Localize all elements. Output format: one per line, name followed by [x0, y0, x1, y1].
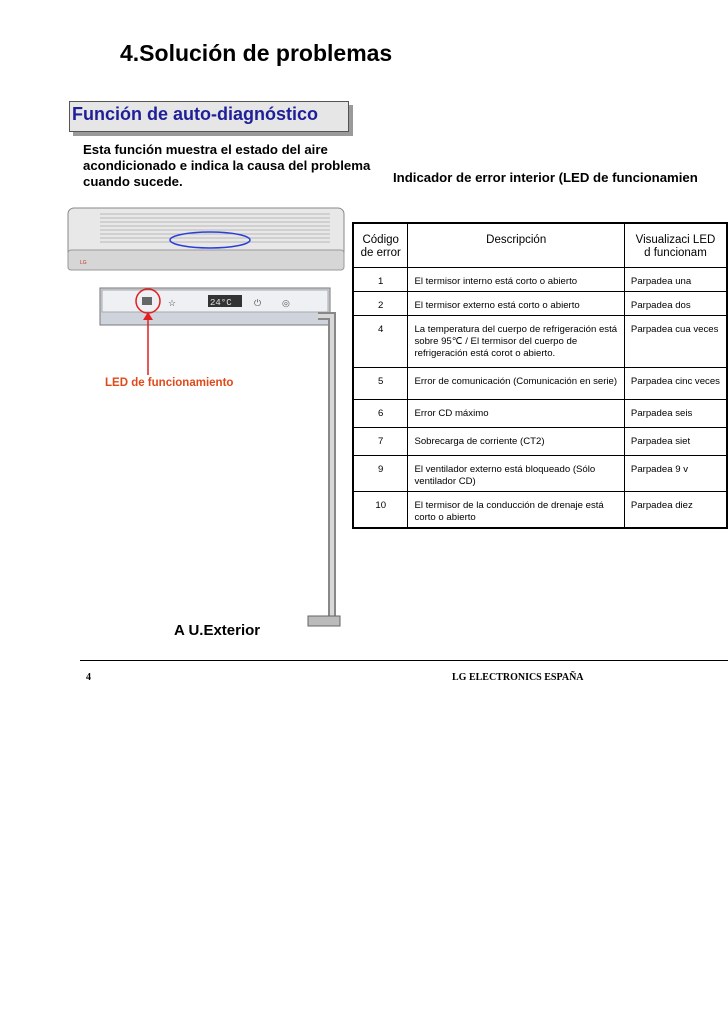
header-display: Visualizaci LED d funcionam [624, 223, 727, 267]
row-code: 2 [353, 291, 408, 315]
row-code: 5 [353, 367, 408, 399]
header-code: Código de error [353, 223, 408, 267]
table-header-row [353, 223, 727, 267]
row-description: El termisor de la conducción de drenaje está corto o abierto [408, 491, 624, 528]
row-description: El termisor externo está corto o abierto [408, 291, 624, 315]
pipe-outer [318, 316, 340, 620]
table-row [353, 455, 727, 491]
table-row [353, 315, 727, 367]
table-row [353, 399, 727, 427]
row-code: 4 [353, 315, 408, 367]
display-readout: 24°C [210, 298, 232, 308]
exterior-label: A U.Exterior [174, 622, 261, 639]
footer-divider [80, 660, 728, 661]
table-row [353, 291, 727, 315]
mode-icon: ◎ [282, 298, 290, 308]
row-description: El termisor interno está corto o abierto [408, 267, 624, 291]
table-heading: Indicador de error interior (LED de funcionamien [393, 170, 698, 185]
lg-logo: LG [80, 260, 87, 266]
power-icon: ⏻ [254, 298, 262, 308]
row-code: 9 [353, 455, 408, 491]
row-description: La temperatura del cuerpo de refrigeración está sobre 95℃ / El termisor del cuerpo de refrigeración está corot o abierto. [408, 315, 624, 367]
row-display: Parpadea una [624, 267, 727, 291]
row-code: 1 [353, 267, 408, 291]
row-display: Parpadea dos [624, 291, 727, 315]
page-title: 4.Solución de problemas [120, 40, 393, 66]
pipe-end [308, 616, 340, 626]
row-display: Parpadea seis [624, 399, 727, 427]
error-table [352, 222, 728, 529]
row-display: Parpadea cinc veces [624, 367, 727, 399]
section-title: Función de auto-diagnóstico [72, 104, 318, 124]
row-description: Error CD máximo [408, 399, 624, 427]
row-description: Error de comunicación (Comunicación en serie) [408, 367, 624, 399]
led-icon [142, 297, 152, 305]
row-display: Parpadea 9 v [624, 455, 727, 491]
led-label: LED de funcionamiento [105, 377, 234, 389]
table-row [353, 367, 727, 399]
star-icon: ☆ [168, 298, 177, 308]
air-conditioner-illustration [60, 200, 352, 670]
row-description: El ventilador externo está bloqueado (Sólo ventilador CD) [408, 455, 624, 491]
row-display: Parpadea diez [624, 491, 727, 528]
row-code: 10 [353, 491, 408, 528]
header-description: Descripción [408, 223, 624, 267]
row-code: 7 [353, 427, 408, 455]
table-row [353, 267, 727, 291]
ac-unit-panel [68, 250, 344, 270]
row-code: 6 [353, 399, 408, 427]
row-display: Parpadea cua veces [624, 315, 727, 367]
footer-page-number: 4 [86, 672, 91, 683]
table-row [353, 491, 727, 528]
footer-company: LG ELECTRONICS ESPAÑA [452, 672, 584, 683]
row-description: Sobrecarga de corriente (CT2) [408, 427, 624, 455]
table-row [353, 427, 727, 455]
intro-text: Esta función muestra el estado del aire acondicionado e indica la causa del problema cuando sucede. [83, 142, 371, 189]
row-display: Parpadea siet [624, 427, 727, 455]
